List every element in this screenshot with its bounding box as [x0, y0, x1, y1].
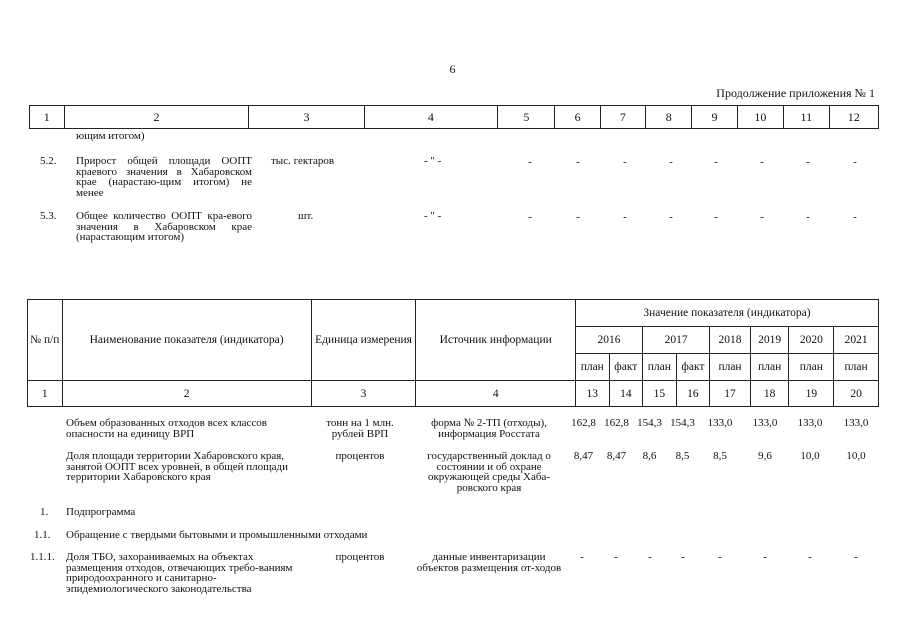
col-num-8: 8: [646, 106, 692, 129]
value-cell: -: [576, 211, 580, 223]
col-num-6: 6: [555, 106, 600, 129]
value-cell: -: [681, 551, 685, 563]
value-cell: 10,0: [846, 450, 866, 462]
value-cell: -: [854, 551, 858, 563]
row-number: 1.1.1.: [30, 551, 55, 563]
indicator-header-table: [27, 299, 879, 407]
value-cell: 133,0: [797, 417, 823, 429]
year-2021: 2021: [834, 327, 879, 354]
sub-header: план: [789, 354, 834, 381]
source: государственный доклад о состоянии и об охране окружающей среды Хаба-ровского края: [427, 450, 551, 494]
sub-header: план: [834, 354, 879, 381]
year-2020: 2020: [789, 327, 834, 354]
sub-header: план: [576, 354, 610, 381]
header-values-group: Значение показателя (индикатора): [576, 300, 879, 327]
row-number: 5.2.: [40, 155, 57, 167]
sub-header: факт: [609, 354, 643, 381]
header-source: Источник информации: [416, 300, 576, 381]
value-cell: -: [806, 156, 810, 168]
section-title: Обращение с твердыми бытовыми и промышленными отходами: [66, 529, 368, 541]
unit: процентов: [335, 551, 385, 563]
col-number: 15: [643, 381, 677, 407]
row-number: 5.3.: [40, 210, 57, 222]
value-cell: 133,0: [752, 417, 778, 429]
col-number: 1: [28, 381, 63, 407]
carryover-text: ющим итогом): [76, 130, 145, 142]
value-cell: -: [718, 551, 722, 563]
unit: процентов: [335, 450, 385, 462]
value-cell: -: [714, 211, 718, 223]
indicator-name: Доля ТБО, захораниваемых на объектах размещения отходов, отвечающих требо-ваниям природоохранного и санитарно-эпидемиологического законодательства: [66, 551, 293, 595]
value-cell: -: [853, 211, 857, 223]
sub-header: план: [750, 354, 789, 381]
value-cell: -: [648, 551, 652, 563]
row-number: 1.: [40, 506, 49, 518]
page-number: 6: [449, 62, 456, 76]
value-cell: -: [714, 156, 718, 168]
value-cell: 8,5: [713, 450, 727, 462]
header-number: № п/п: [28, 300, 63, 381]
value-cell: -: [763, 551, 767, 563]
year-2019: 2019: [750, 327, 789, 354]
row-number: 1.1.: [34, 529, 51, 541]
value-cell: -: [669, 156, 673, 168]
value-cell: -: [528, 156, 532, 168]
value-cell: -: [806, 211, 810, 223]
col-num-1: 1: [30, 106, 65, 129]
value-cell: 162,8: [604, 417, 629, 429]
value-cell: -: [614, 551, 618, 563]
value-cell: -: [580, 551, 584, 563]
unit: тонн на 1 млн. рублей ВРП: [326, 417, 394, 440]
unit: шт.: [298, 210, 314, 222]
col-num-5: 5: [498, 106, 555, 129]
sub-header: план: [710, 354, 751, 381]
value-cell: 154,3: [670, 417, 695, 429]
col-num-7: 7: [600, 106, 645, 129]
indicator-name: Общее количество ООПТ кра-евого значения в Хабаровском крае (нарастающим итогом): [76, 210, 252, 243]
header-indicator-name: Наименование показателя (индикатора): [62, 300, 311, 381]
value-cell: 9,6: [758, 450, 772, 462]
section-title: Подпрограмма: [66, 506, 136, 518]
source: форма № 2-ТП (отходы), информация Росстата: [431, 417, 547, 440]
value-cell: 8,5: [675, 450, 690, 462]
unit: тыс. гектаров: [271, 155, 335, 167]
indicator-name: Прирост общей площади ООПТ краевого значения в Хабаровском крае (нарастаю-щим итогом) не менее: [76, 155, 252, 199]
col-num-12: 12: [829, 106, 878, 129]
year-2018: 2018: [710, 327, 751, 354]
value-cell: 154,3: [637, 417, 662, 429]
indicator-name: Объем образованных отходов всех классов опасности на единицу ВРП: [66, 417, 267, 440]
year-2016: 2016: [576, 327, 643, 354]
source: - " -: [424, 155, 442, 167]
value-cell: -: [623, 211, 627, 223]
sub-header: факт: [676, 354, 710, 381]
col-num-10: 10: [737, 106, 783, 129]
value-cell: -: [623, 156, 627, 168]
col-number: 14: [609, 381, 643, 407]
top-column-header-table: [29, 105, 879, 129]
value-cell: -: [853, 156, 857, 168]
value-cell: -: [760, 211, 764, 223]
value-cell: -: [528, 211, 532, 223]
col-number: 13: [576, 381, 610, 407]
col-num-4: 4: [364, 106, 498, 129]
source: данные инвентаризации объектов размещения от-ходов: [416, 551, 562, 574]
col-number: 20: [834, 381, 879, 407]
sub-header: план: [643, 354, 677, 381]
value-cell: 133,0: [843, 417, 869, 429]
col-number: 2: [62, 381, 311, 407]
col-number: 17: [710, 381, 751, 407]
col-number: 18: [750, 381, 789, 407]
col-number: 3: [311, 381, 416, 407]
value-cell: -: [576, 156, 580, 168]
value-cell: -: [808, 551, 812, 563]
col-num-11: 11: [784, 106, 829, 129]
value-cell: 162,8: [571, 417, 596, 429]
value-cell: 8,6: [642, 450, 657, 462]
col-number: 4: [416, 381, 576, 407]
col-num-2: 2: [64, 106, 249, 129]
value-cell: -: [760, 156, 764, 168]
col-num-3: 3: [249, 106, 364, 129]
value-cell: -: [669, 211, 673, 223]
year-2017: 2017: [643, 327, 710, 354]
value-cell: 10,0: [800, 450, 820, 462]
continuation-label: Продолжение приложения № 1: [716, 86, 875, 100]
value-cell: 8,47: [573, 450, 594, 462]
header-unit: Единица измерения: [311, 300, 416, 381]
col-number: 19: [789, 381, 834, 407]
col-num-9: 9: [692, 106, 737, 129]
value-cell: 8,47: [606, 450, 627, 462]
value-cell: 133,0: [707, 417, 733, 429]
col-number: 16: [676, 381, 710, 407]
source: - " -: [424, 210, 442, 222]
indicator-name: Доля площади территории Хабаровского края, занятой ООПТ всех уровней, в общей площади территории Хабаровского края: [66, 450, 288, 483]
